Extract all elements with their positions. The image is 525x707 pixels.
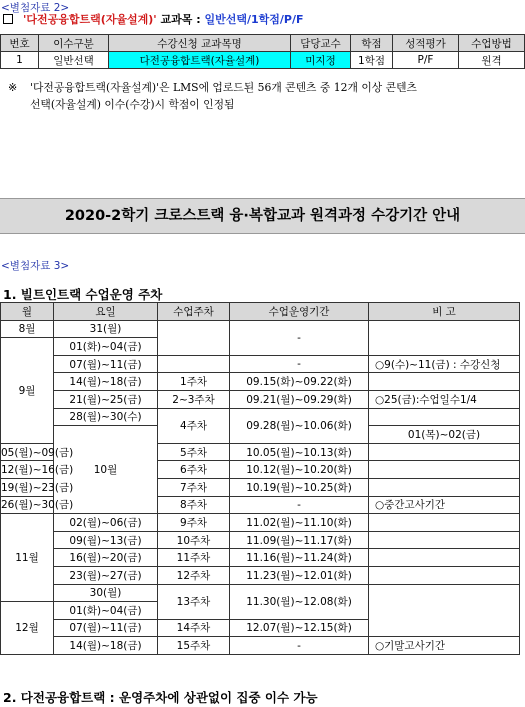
table-cell: 미지정 bbox=[291, 52, 351, 69]
day-cell: 05(월)~09(금) bbox=[1, 443, 54, 461]
period-cell: - bbox=[230, 496, 369, 514]
header-cell: 번호 bbox=[1, 35, 39, 52]
month-cell: 11월 bbox=[1, 514, 54, 602]
section-1-title: 1. 빌트인트랙 수업운영 주차 bbox=[3, 287, 163, 302]
period-cell: 09.21(월)~09.29(화) bbox=[230, 390, 369, 408]
day-cell: 31(월) bbox=[54, 320, 158, 338]
week-cell: 2~3주차 bbox=[158, 390, 230, 408]
period-cell: 11.23(월)~12.01(화) bbox=[230, 566, 369, 584]
week-cell: 15주차 bbox=[158, 637, 230, 655]
remark-cell bbox=[369, 584, 520, 637]
remark-cell bbox=[369, 408, 520, 426]
week-cell: 12주차 bbox=[158, 566, 230, 584]
remark-cell bbox=[369, 549, 520, 567]
table-cell: 일반선택 bbox=[39, 52, 109, 69]
remark-cell: ○기말고사기간 bbox=[369, 637, 520, 655]
table-row bbox=[1, 355, 520, 373]
banner-title: 2020-2학기 크로스트랙 융·복합교과 원격과정 수강기간 안내 bbox=[0, 198, 525, 234]
week-cell bbox=[158, 355, 230, 373]
table-row bbox=[1, 549, 520, 567]
week-cell: 8주차 bbox=[158, 496, 230, 514]
checkbox-square-icon bbox=[3, 14, 13, 24]
day-cell: 21(월)~25(금) bbox=[54, 390, 158, 408]
day-cell: 26(월)~30(금) bbox=[1, 496, 54, 514]
header-cell: 담당교수 bbox=[291, 35, 351, 52]
period-cell: 10.12(월)~10.20(화) bbox=[230, 461, 369, 479]
period-cell: - bbox=[230, 320, 369, 355]
day-cell: 07(월)~11(금) bbox=[54, 619, 158, 637]
period-cell: 12.07(월)~12.15(화) bbox=[230, 619, 369, 637]
course-info-line bbox=[3, 11, 304, 27]
table-row bbox=[1, 584, 520, 602]
table-row bbox=[1, 373, 520, 391]
remark-cell bbox=[369, 514, 520, 532]
header-cell: 수업주차 bbox=[158, 303, 230, 321]
day-cell: 19(월)~23(금) bbox=[1, 478, 54, 496]
attachment-label-3: <별첨자료 3> bbox=[1, 260, 70, 272]
table-row bbox=[1, 320, 520, 338]
month-cell: 8월 bbox=[1, 320, 54, 338]
table-cell: 1 bbox=[1, 52, 39, 69]
month-cell: 9월 bbox=[1, 338, 54, 444]
table-row bbox=[1, 531, 520, 549]
period-cell: 10.19(월)~10.25(화) bbox=[230, 478, 369, 496]
attachment-label-2: <별첨자료 2> bbox=[1, 2, 70, 14]
day-cell: 01(화)~04(금) bbox=[54, 338, 158, 356]
day-cell: 28(월)~30(수) bbox=[54, 408, 158, 426]
note-paragraph bbox=[8, 79, 513, 113]
week-cell: 7주차 bbox=[158, 478, 230, 496]
header-cell: 비 고 bbox=[369, 303, 520, 321]
note-line-1: '다전공융합트랙(자율설계)'은 LMS에 업로드된 56개 콘텐츠 중 12개 이상 콘텐츠 bbox=[30, 81, 417, 94]
day-cell: 12(월)~16(금) bbox=[1, 461, 54, 479]
period-cell: 10.05(월)~10.13(화) bbox=[230, 443, 369, 461]
week-cell: 9주차 bbox=[158, 514, 230, 532]
schedule-header-row bbox=[1, 303, 520, 321]
table-row bbox=[1, 514, 520, 532]
header-cell: 학점 bbox=[351, 35, 393, 52]
day-cell: 16(월)~20(금) bbox=[54, 549, 158, 567]
section-2-title: 2. 다전공융합트랙 : 운영주차에 상관없이 집중 이수 가능 bbox=[3, 690, 318, 705]
day-cell: 14(월)~18(금) bbox=[54, 637, 158, 655]
day-cell: 23(월)~27(금) bbox=[54, 566, 158, 584]
note-line-2: 선택(자율설계) 이수(수강)시 학점이 인정됨 bbox=[30, 98, 235, 111]
week-cell: 4주차 bbox=[158, 408, 230, 443]
header-cell: 수업방법 bbox=[459, 35, 525, 52]
period-cell: 11.09(월)~11.17(화) bbox=[230, 531, 369, 549]
remark-cell bbox=[369, 461, 520, 479]
header-cell: 수강신청 교과목명 bbox=[109, 35, 291, 52]
week-cell: 11주차 bbox=[158, 549, 230, 567]
header-cell: 성적평가 bbox=[393, 35, 459, 52]
header-cell: 수업운영기간 bbox=[230, 303, 369, 321]
table-row bbox=[1, 637, 520, 655]
period-cell: - bbox=[230, 637, 369, 655]
week-cell: 10주차 bbox=[158, 531, 230, 549]
remark-cell bbox=[369, 531, 520, 549]
day-cell: 02(월)~06(금) bbox=[54, 514, 158, 532]
course-quoted-name: '다전공융합트랙(자율설계)' bbox=[23, 13, 157, 26]
period-cell: 09.15(화)~09.22(화) bbox=[230, 373, 369, 391]
table-row bbox=[1, 566, 520, 584]
week-cell bbox=[158, 320, 230, 355]
day-cell: 07(월)~11(금) bbox=[54, 355, 158, 373]
table-row bbox=[1, 390, 520, 408]
remark-cell bbox=[369, 566, 520, 584]
header-cell: 월 bbox=[1, 303, 54, 321]
day-cell: 14(월)~18(금) bbox=[54, 373, 158, 391]
day-cell: 30(월) bbox=[54, 584, 158, 602]
remark-cell: ○중간고사기간 bbox=[369, 496, 520, 514]
course-value: 일반선택/1학점/P/F bbox=[204, 13, 304, 26]
note-mark: ※ bbox=[8, 81, 18, 94]
day-cell: 01(목)~02(금) bbox=[369, 426, 520, 444]
table-cell: 다전공융합트랙(자율설계) bbox=[109, 52, 291, 69]
remark-cell bbox=[369, 373, 520, 391]
period-cell: 11.16(월)~11.24(화) bbox=[230, 549, 369, 567]
table-row bbox=[1, 52, 525, 69]
remark-cell bbox=[369, 478, 520, 496]
table-cell: 1학점 bbox=[351, 52, 393, 69]
week-cell: 5주차 bbox=[158, 443, 230, 461]
period-cell: - bbox=[230, 355, 369, 373]
table-cell: P/F bbox=[393, 52, 459, 69]
day-cell: 01(화)~04(금) bbox=[54, 602, 158, 620]
remark-cell: ○25(금):수업일수1/4 bbox=[369, 390, 520, 408]
remark-cell: ○9(수)~11(금) : 수강신청 bbox=[369, 355, 520, 373]
week-cell: 13주차 bbox=[158, 584, 230, 619]
week-cell: 6주차 bbox=[158, 461, 230, 479]
week-cell: 1주차 bbox=[158, 373, 230, 391]
schedule-table bbox=[0, 302, 520, 655]
table-cell: 원격 bbox=[459, 52, 525, 69]
period-cell: 09.28(월)~10.06(화) bbox=[230, 408, 369, 443]
header-cell: 이수구분 bbox=[39, 35, 109, 52]
header-cell: 요일 bbox=[54, 303, 158, 321]
day-cell: 09(월)~13(금) bbox=[54, 531, 158, 549]
remark-cell bbox=[369, 320, 520, 355]
period-cell: 11.02(월)~11.10(화) bbox=[230, 514, 369, 532]
month-cell: 12월 bbox=[1, 602, 54, 655]
course-label: 교과목 : bbox=[160, 13, 201, 26]
course-table bbox=[0, 34, 525, 69]
course-table-header-row bbox=[1, 35, 525, 52]
week-cell: 14주차 bbox=[158, 619, 230, 637]
table-row bbox=[1, 408, 520, 426]
period-cell: 11.30(월)~12.08(화) bbox=[230, 584, 369, 619]
month-cell: 10월 bbox=[54, 426, 158, 514]
